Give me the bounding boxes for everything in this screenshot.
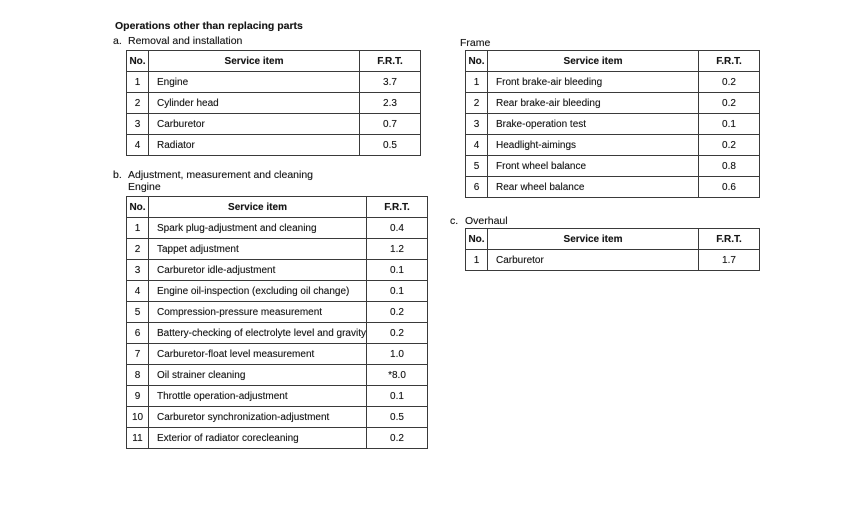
cell-no: 4: [127, 281, 149, 302]
section-c-title: Overhaul: [465, 215, 508, 227]
cell-no: 4: [466, 135, 488, 156]
cell-no: 2: [127, 93, 149, 114]
cell-frt: 0.2: [367, 428, 428, 449]
cell-item: Compression-pressure measurement: [149, 302, 367, 323]
cell-item: Oil strainer cleaning: [149, 365, 367, 386]
section-b-title: Adjustment, measurement and cleaning: [128, 169, 314, 181]
table-row: [127, 428, 428, 449]
overhaul-table: [465, 228, 760, 271]
cell-frt: 0.2: [699, 72, 760, 93]
cell-frt: 0.5: [367, 407, 428, 428]
cell-no: 3: [127, 260, 149, 281]
col-header-frt: F.R.T.: [367, 197, 428, 218]
cell-no: 5: [127, 302, 149, 323]
col-header-service-item: Service item: [488, 51, 699, 72]
table-row: [466, 114, 760, 135]
removal-installation-table: [126, 50, 421, 156]
cell-no: 10: [127, 407, 149, 428]
cell-item: Battery-checking of electrolyte level and gravity: [149, 323, 367, 344]
table-row: [127, 344, 428, 365]
cell-item: Front brake-air bleeding: [488, 72, 699, 93]
cell-no: 2: [466, 93, 488, 114]
cell-item: Rear wheel balance: [488, 177, 699, 198]
cell-item: Carburetor idle-adjustment: [149, 260, 367, 281]
cell-no: 8: [127, 365, 149, 386]
cell-frt: 0.1: [699, 114, 760, 135]
cell-item: Front wheel balance: [488, 156, 699, 177]
cell-frt: 0.2: [367, 323, 428, 344]
col-header-service-item: Service item: [488, 229, 699, 250]
frame-table: [465, 50, 760, 198]
table-row: [127, 93, 421, 114]
cell-no: 5: [466, 156, 488, 177]
table-row: [466, 250, 760, 271]
table-row: [466, 156, 760, 177]
cell-item: Radiator: [149, 135, 360, 156]
cell-frt: 0.5: [360, 135, 421, 156]
section-c-letter: c.: [450, 215, 459, 227]
table-row: [127, 135, 421, 156]
section-b-subheading: Engine: [128, 181, 161, 193]
cell-item: Carburetor: [149, 114, 360, 135]
table-row: [127, 302, 428, 323]
section-a-letter: a.: [113, 35, 122, 47]
table-row: [127, 407, 428, 428]
cell-frt: 2.3: [360, 93, 421, 114]
cell-frt: 0.2: [699, 93, 760, 114]
cell-item: Headlight-aimings: [488, 135, 699, 156]
col-header-no: No.: [127, 51, 149, 72]
cell-no: 11: [127, 428, 149, 449]
table-row: [127, 114, 421, 135]
cell-no: 1: [127, 218, 149, 239]
cell-frt: 0.8: [699, 156, 760, 177]
cell-item: Engine: [149, 72, 360, 93]
cell-frt: *8.0: [367, 365, 428, 386]
table-row: [466, 93, 760, 114]
col-header-service-item: Service item: [149, 197, 367, 218]
table-row: [466, 135, 760, 156]
engine-adjustment-table: [126, 196, 428, 449]
cell-no: 4: [127, 135, 149, 156]
table-row: [466, 177, 760, 198]
page-title: Operations other than replacing parts: [115, 20, 303, 32]
cell-no: 1: [466, 250, 488, 271]
cell-no: 6: [466, 177, 488, 198]
cell-no: 6: [127, 323, 149, 344]
cell-no: 2: [127, 239, 149, 260]
cell-frt: 3.7: [360, 72, 421, 93]
cell-item: Carburetor: [488, 250, 699, 271]
table-row: [127, 281, 428, 302]
cell-no: 1: [466, 72, 488, 93]
cell-item: Brake-operation test: [488, 114, 699, 135]
table-header-row: [127, 51, 421, 72]
cell-frt: 0.1: [367, 260, 428, 281]
table-header-row: [466, 229, 760, 250]
cell-frt: 0.6: [699, 177, 760, 198]
cell-item: Cylinder head: [149, 93, 360, 114]
table-row: [127, 260, 428, 281]
frame-heading: Frame: [460, 37, 491, 49]
col-header-frt: F.R.T.: [699, 229, 760, 250]
cell-item: Carburetor-float level measurement: [149, 344, 367, 365]
cell-item: Tappet adjustment: [149, 239, 367, 260]
cell-no: 3: [127, 114, 149, 135]
cell-item: Exterior of radiator corecleaning: [149, 428, 367, 449]
cell-item: Engine oil-inspection (excluding oil change): [149, 281, 367, 302]
cell-no: 7: [127, 344, 149, 365]
table-header-row: [466, 51, 760, 72]
table-row: [127, 239, 428, 260]
col-header-no: No.: [466, 229, 488, 250]
table-header-row: [127, 197, 428, 218]
col-header-no: No.: [127, 197, 149, 218]
table-row: [127, 72, 421, 93]
col-header-service-item: Service item: [149, 51, 360, 72]
cell-frt: 1.2: [367, 239, 428, 260]
table-row: [466, 72, 760, 93]
col-header-frt: F.R.T.: [699, 51, 760, 72]
cell-item: Rear brake-air bleeding: [488, 93, 699, 114]
cell-frt: 1.0: [367, 344, 428, 365]
cell-item: Carburetor synchronization-adjustment: [149, 407, 367, 428]
table-row: [127, 365, 428, 386]
table-row: [127, 218, 428, 239]
cell-frt: 0.2: [699, 135, 760, 156]
section-b-heading: [113, 169, 313, 181]
table-row: [127, 323, 428, 344]
cell-frt: 0.7: [360, 114, 421, 135]
cell-no: 9: [127, 386, 149, 407]
col-header-no: No.: [466, 51, 488, 72]
section-c-heading: [450, 215, 508, 227]
cell-frt: 0.4: [367, 218, 428, 239]
cell-frt: 0.2: [367, 302, 428, 323]
cell-item: Spark plug-adjustment and cleaning: [149, 218, 367, 239]
col-header-frt: F.R.T.: [360, 51, 421, 72]
cell-frt: 1.7: [699, 250, 760, 271]
cell-frt: 0.1: [367, 281, 428, 302]
table-row: [127, 386, 428, 407]
section-b-letter: b.: [113, 169, 122, 181]
cell-item: Throttle operation-adjustment: [149, 386, 367, 407]
cell-no: 1: [127, 72, 149, 93]
cell-frt: 0.1: [367, 386, 428, 407]
cell-no: 3: [466, 114, 488, 135]
section-a-title: Removal and installation: [128, 35, 243, 47]
section-a-heading: [113, 35, 242, 47]
